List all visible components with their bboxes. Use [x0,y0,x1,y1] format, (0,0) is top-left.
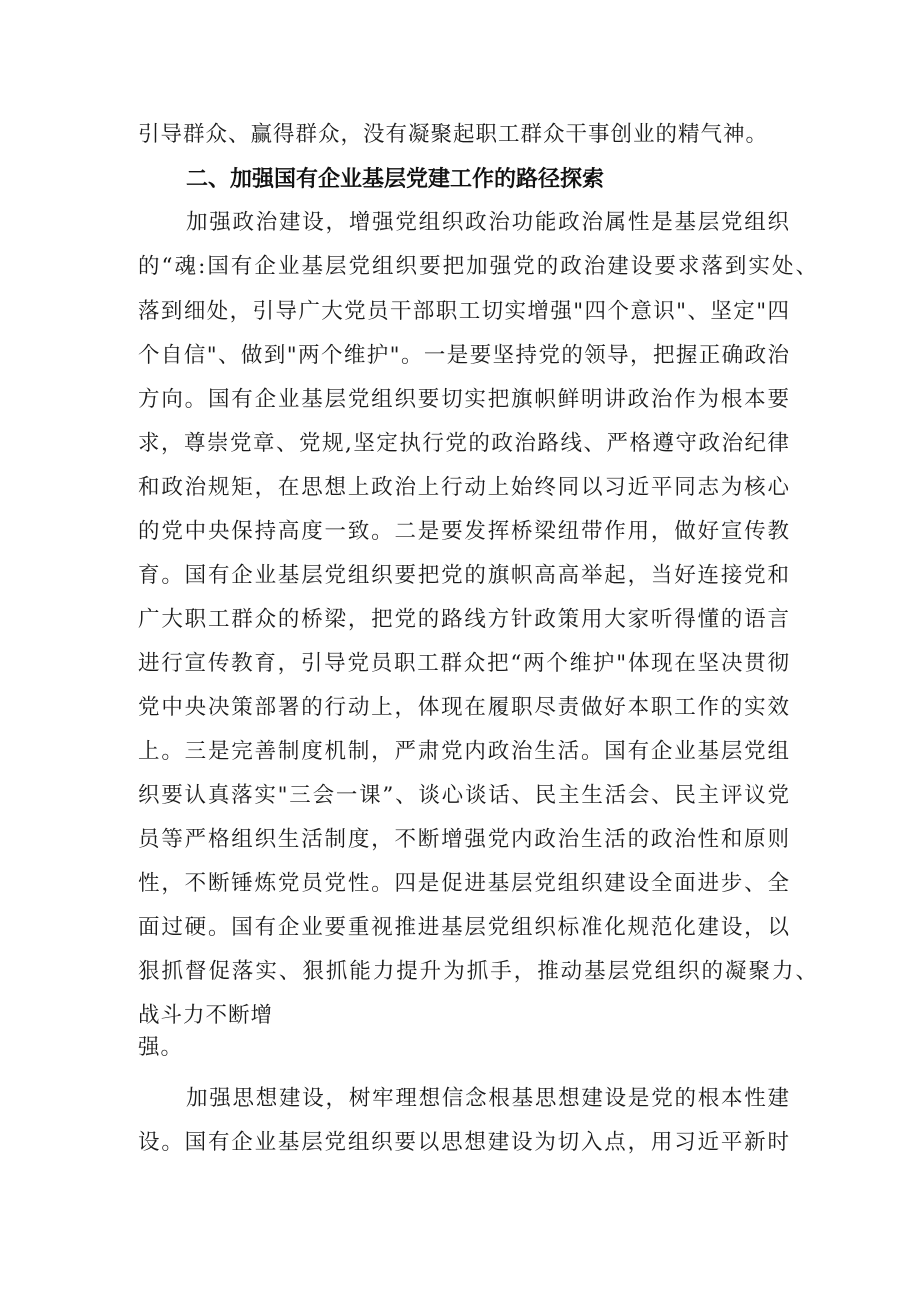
paragraph-line-11: 广大职工群众的桥梁，把党的路线方针政策用大家听得懂的语言 [138,607,790,632]
paragraph-line-7: 求，尊崇党章、党规,坚定执行党的政治路线、严格遵守政治纪律 [138,431,790,456]
paragraph-line-14: 上。三是完善制度机制，严肃党内政治生活。国有企业基层党组 [138,739,790,764]
paragraph-line-2: 加强政治建设，增强党组织政治功能政治属性是基层党组织 [186,210,790,235]
paragraph-line-19: 狠抓督促落实、狠抓能力提升为抓手，推动基层党组织的凝聚力、 [138,959,818,984]
paragraph-line-17: 性，不断锤炼党员党性。四是促进基层党组织建设全面进步、全 [138,871,790,896]
paragraph-line-13: 党中央决策部署的行动上，体现在履职尽责做好本职工作的实效 [138,695,790,720]
paragraph-line-5: 个自信"、做到"两个维护"。一是要坚持党的领导，把握正确政治 [138,343,790,368]
paragraph-line-12: 进行宣传教育，引导党员职工群众把“两个维护"体现在坚决贯彻 [138,651,790,676]
paragraph-line-18: 面过硬。国有企业要重视推进基层党组织标准化规范化建设，以 [138,915,790,940]
paragraph-line-16: 员等严格组织生活制度，不断增强党内政治生活的政治性和原则 [138,827,790,852]
paragraph-line-9: 的党中央保持高度一致。二是要发挥桥梁纽带作用，做好宣传教 [138,519,790,544]
paragraph-line-15: 织要认真落实"三会一课”、谈心谈话、民主生活会、民主评议党 [138,783,790,808]
paragraph-line-10: 育。国有企业基层党组织要把党的旗帜高高举起，当好连接党和 [138,563,790,588]
paragraph-line-20: 战斗力不断增 [138,1003,274,1028]
section-heading: 二、加强国有企业基层党建工作的路径探索 [186,167,605,192]
paragraph-line-23: 设。国有企业基层党组织要以思想建设为切入点，用习近平新时 [138,1130,790,1155]
paragraph-line-6: 方向。国有企业基层党组织要切实把旗帜鲜明讲政治作为根本要 [138,387,790,412]
paragraph-line-1: 引导群众、赢得群众，没有凝聚起职工群众干事创业的精气神。 [138,122,769,147]
paragraph-line-3: 的“魂:国有企业基层党组织要把加强党的政治建设要求落到实处、 [138,254,818,279]
paragraph-line-21: 强。 [138,1035,184,1060]
paragraph-line-8: 和政治规矩，在思想上政治上行动上始终同以习近平同志为核心 [138,475,790,500]
paragraph-line-4: 落到细处，引导广大党员干部职工切实增强"四个意识"、坚定"四 [138,299,790,324]
paragraph-line-22: 加强思想建设，树牢理想信念根基思想建设是党的根本性建 [186,1086,790,1111]
